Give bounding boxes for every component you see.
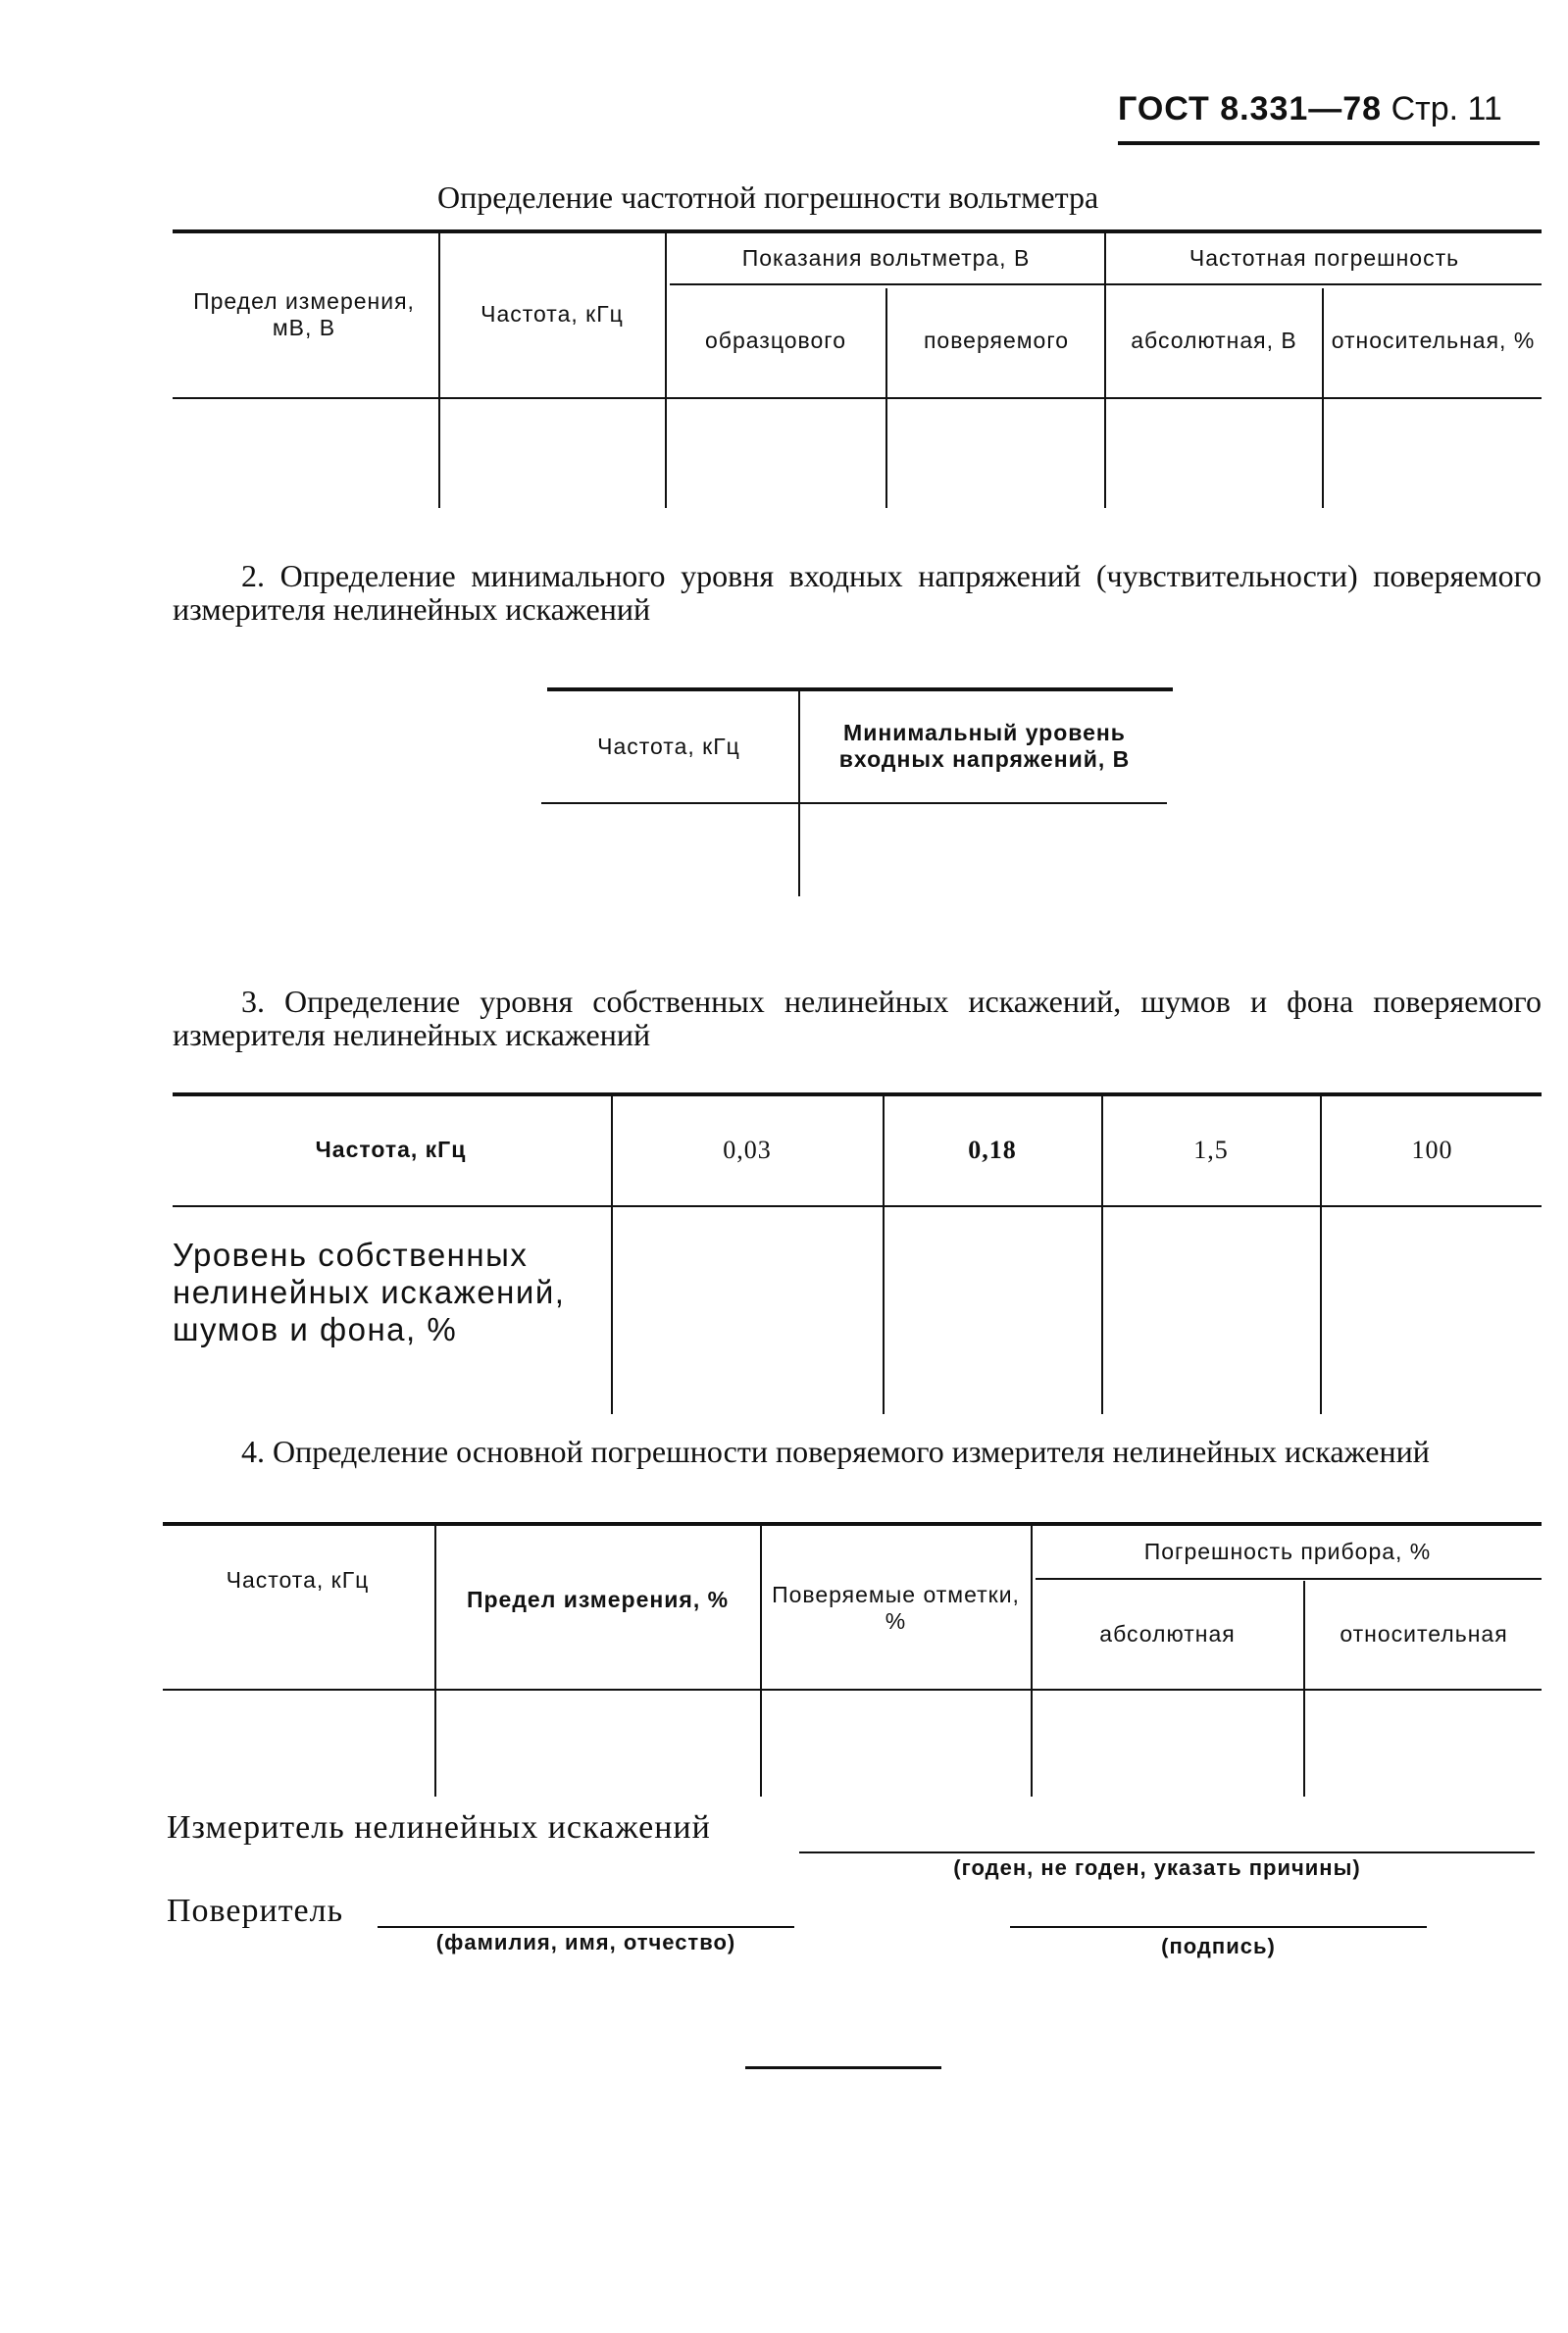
header-rule	[1118, 141, 1540, 145]
table1-col-rel: относительная, %	[1331, 328, 1536, 353]
end-rule	[745, 2066, 941, 2069]
table4-col-marks: Поверяемые отметки, %	[772, 1582, 1020, 1634]
table4-header-rule	[163, 1689, 1542, 1691]
table1-col-checked: поверяемого	[923, 328, 1070, 353]
verifier-label: Поверитель	[167, 1893, 344, 1929]
table1-col-ref: образцового	[705, 328, 846, 353]
table3-row-level-label: Уровень собственных нелинейных искажений, шумов и фона, %	[173, 1237, 566, 1347]
table4-col-abs: абсолютная	[1099, 1620, 1236, 1647]
table3-freq-value: 0,03	[723, 1135, 772, 1164]
section4-text: 4. Определение основной погрешности поверяемого измерителя нелинейных искажений	[241, 1434, 1430, 1469]
table3-freq-value: 100	[1411, 1135, 1453, 1164]
page-header	[1118, 90, 1540, 128]
device-label: Измеритель нелинейных искажений	[167, 1809, 711, 1846]
signature-line[interactable]	[1010, 1926, 1427, 1928]
sign-caption: (подпись)	[1161, 1934, 1276, 1958]
table1-col-range: Предел измерения, мВ, В	[193, 287, 415, 340]
section2-text: 2. Определение минимального уровня входных напряжений (чувствительности) поверяемого измерителя нелинейных искажений	[173, 558, 1542, 627]
table1-header-rule	[173, 397, 1542, 399]
table3-freq-value: 1,5	[1193, 1135, 1229, 1164]
table3-row-freq-label: Частота, кГц	[315, 1137, 467, 1162]
table1-col-abs: абсолютная, В	[1131, 328, 1297, 353]
page-number: Стр. 11	[1391, 90, 1502, 127]
table3-mid-rule	[173, 1205, 1542, 1207]
name-caption: (фамилия, имя, отчество)	[435, 1930, 736, 1954]
table4-group-error: Погрешность прибора, %	[1143, 1538, 1432, 1564]
table4-col-range: Предел измерения, %	[466, 1586, 730, 1612]
table2-header-rule	[541, 802, 1167, 804]
device-caption: (годен, не годен, указать причины)	[953, 1855, 1361, 1880]
table4-col-rel: относительная	[1340, 1620, 1508, 1647]
device-verdict-line[interactable]	[799, 1851, 1535, 1853]
table1-group-error: Частотная погрешность	[1189, 244, 1460, 271]
verifier-name-line[interactable]	[378, 1926, 794, 1928]
table1-title: Определение частотной погрешности вольтметра	[437, 179, 1099, 215]
standard-number: ГОСТ 8.331—78	[1118, 90, 1383, 127]
table1-col-freq: Частота, кГц	[481, 301, 624, 327]
table4-col-freq: Частота, кГц	[226, 1566, 370, 1593]
section3-text: 3. Определение уровня собственных нелинейных искажений, шумов и фона поверяемого измерителя нелинейных искажений	[173, 984, 1542, 1052]
table3-freq-value: 0,18	[968, 1135, 1017, 1164]
table1-group-readings: Показания вольтметра, В	[741, 244, 1031, 271]
table2-col-freq: Частота, кГц	[597, 733, 740, 759]
table2-top-rule	[547, 687, 1173, 691]
table2-col-min: Минимальный уровень входных напряжений, В	[838, 720, 1131, 772]
